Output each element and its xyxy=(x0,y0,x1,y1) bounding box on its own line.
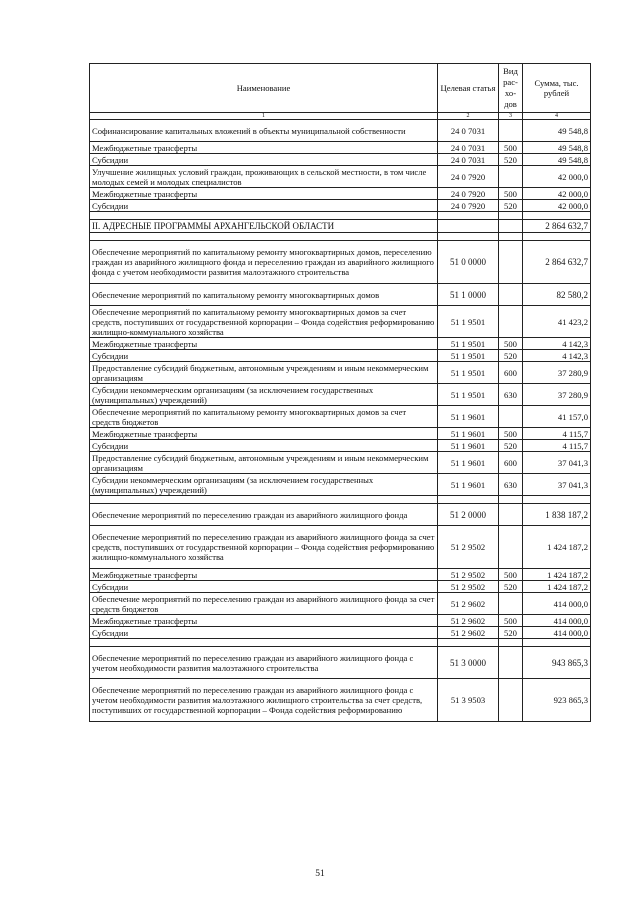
row-name: Обеспечение мероприятий по капитальному ремонту многоквартирных домов, переселению граждан из аварийного жилищного фонда и переселению граждан из аварийного жилищного фонда с учетом необходимости развития малоэтажного строительства xyxy=(90,241,438,284)
row-sum: 4 142,3 xyxy=(523,350,591,362)
row-name: Обеспечение мероприятий по переселению граждан из аварийного жилищного фонда за счет средств бюджетов xyxy=(90,593,438,615)
table-row xyxy=(90,440,591,452)
row-type xyxy=(499,166,523,188)
row-code: 51 1 9601 xyxy=(438,440,499,452)
table-row xyxy=(90,627,591,639)
row-name: Межбюджетные трансферты xyxy=(90,142,438,154)
row-sum: 42 000,0 xyxy=(523,200,591,212)
row-sum: 4 115,7 xyxy=(523,440,591,452)
table-row xyxy=(90,569,591,581)
row-sum: 414 000,0 xyxy=(523,615,591,627)
column-number: 4 xyxy=(523,113,591,120)
row-code: 51 1 9501 xyxy=(438,306,499,338)
table-row xyxy=(90,338,591,350)
row-code xyxy=(438,220,499,233)
spacer-row xyxy=(90,212,591,220)
row-sum: 943 865,3 xyxy=(523,647,591,679)
row-name: Субсидии некоммерческим организациям (за исключением государственных (муниципальных) учреждений) xyxy=(90,384,438,406)
row-type xyxy=(499,220,523,233)
row-name: Улучшение жилищных условий граждан, проживающих в сельской местности, в том числе молодых семей и молодых специалистов xyxy=(90,166,438,188)
header-type: Вид рас-хо-дов xyxy=(499,64,523,113)
row-type xyxy=(499,526,523,569)
table-row xyxy=(90,679,591,722)
row-sum: 4 142,3 xyxy=(523,338,591,350)
section-title: II. АДРЕСНЫЕ ПРОГРАММЫ АРХАНГЕЛЬСКОЙ ОБЛАСТИ xyxy=(90,220,438,233)
row-code: 51 2 9502 xyxy=(438,526,499,569)
row-type xyxy=(499,679,523,722)
row-name: Субсидии xyxy=(90,350,438,362)
row-type: 500 xyxy=(499,338,523,350)
table-row xyxy=(90,154,591,166)
row-name: Субсидии xyxy=(90,581,438,593)
row-name: Субсидии xyxy=(90,440,438,452)
header-name: Наименование xyxy=(90,64,438,113)
row-code: 51 1 9601 xyxy=(438,474,499,496)
row-code: 51 1 9501 xyxy=(438,362,499,384)
row-code: 51 1 9601 xyxy=(438,428,499,440)
column-number-row xyxy=(90,113,591,120)
row-code: 24 0 7920 xyxy=(438,188,499,200)
row-sum: 414 000,0 xyxy=(523,627,591,639)
row-type xyxy=(499,406,523,428)
row-code: 51 2 9602 xyxy=(438,615,499,627)
row-name: Обеспечение мероприятий по переселению граждан из аварийного жилищного фонда xyxy=(90,504,438,526)
spacer-row xyxy=(90,233,591,241)
column-number: 2 xyxy=(438,113,499,120)
table-row xyxy=(90,241,591,284)
row-sum: 42 000,0 xyxy=(523,188,591,200)
table-row xyxy=(90,188,591,200)
row-type: 630 xyxy=(499,474,523,496)
row-name: Обеспечение мероприятий по переселению граждан из аварийного жилищного фонда с учетом необходимости развития малоэтажного жилищного строительства за счет средств, поступивших от государственной корпорации – Фонда содействия реформированию xyxy=(90,679,438,722)
row-type: 520 xyxy=(499,627,523,639)
row-code: 51 0 0000 xyxy=(438,241,499,284)
row-name: Обеспечение мероприятий по капитальному ремонту многоквартирных домов за счет средств бюджетов xyxy=(90,406,438,428)
row-sum: 49 548,8 xyxy=(523,154,591,166)
row-code: 51 1 0000 xyxy=(438,284,499,306)
row-type xyxy=(499,284,523,306)
section-heading-row xyxy=(90,220,591,233)
row-sum: 41 423,2 xyxy=(523,306,591,338)
row-name: Обеспечение мероприятий по переселению граждан из аварийного жилищного фонда за счет средств, поступивших от государственной корпорации – Фонда содействия реформированию жилищно-коммунального хозяйства xyxy=(90,526,438,569)
row-type: 520 xyxy=(499,200,523,212)
row-sum: 37 041,3 xyxy=(523,474,591,496)
header-code: Целевая статья xyxy=(438,64,499,113)
table-row xyxy=(90,526,591,569)
table-row xyxy=(90,504,591,526)
row-code: 24 0 7920 xyxy=(438,200,499,212)
table-row xyxy=(90,593,591,615)
row-type: 500 xyxy=(499,569,523,581)
row-type: 500 xyxy=(499,428,523,440)
row-type: 520 xyxy=(499,440,523,452)
row-sum: 37 041,3 xyxy=(523,452,591,474)
row-code: 51 2 9602 xyxy=(438,593,499,615)
table-row xyxy=(90,306,591,338)
row-code: 51 2 9502 xyxy=(438,581,499,593)
row-type xyxy=(499,241,523,284)
row-type xyxy=(499,306,523,338)
table-row xyxy=(90,647,591,679)
row-sum: 1 838 187,2 xyxy=(523,504,591,526)
row-name: Межбюджетные трансферты xyxy=(90,428,438,440)
row-sum: 49 548,8 xyxy=(523,120,591,142)
row-name: Обеспечение мероприятий по капитальному ремонту многоквартирных домов за счет средств, поступивших от государственной корпорации – Фонда содействия реформированию жилищно-коммунального хозяйства xyxy=(90,306,438,338)
table-row xyxy=(90,200,591,212)
row-type: 630 xyxy=(499,384,523,406)
row-sum: 923 865,3 xyxy=(523,679,591,722)
row-code: 51 1 9501 xyxy=(438,338,499,350)
row-name: Межбюджетные трансферты xyxy=(90,188,438,200)
table-row xyxy=(90,166,591,188)
table-row xyxy=(90,362,591,384)
table-row xyxy=(90,452,591,474)
table-row xyxy=(90,581,591,593)
row-name: Субсидии xyxy=(90,200,438,212)
row-type: 500 xyxy=(499,188,523,200)
row-type: 500 xyxy=(499,615,523,627)
spacer-row xyxy=(90,496,591,504)
table-header-row xyxy=(90,64,591,113)
row-code: 51 1 9601 xyxy=(438,406,499,428)
table-row xyxy=(90,615,591,627)
table-row xyxy=(90,384,591,406)
row-sum: 2 864 632,7 xyxy=(523,241,591,284)
row-type: 600 xyxy=(499,452,523,474)
row-code: 51 3 9503 xyxy=(438,679,499,722)
row-name: Предоставление субсидий бюджетным, автономным учреждениям и иным некоммерческим организациям xyxy=(90,452,438,474)
row-name: Предоставление субсидий бюджетным, автономным учреждениям и иным некоммерческим организациям xyxy=(90,362,438,384)
row-code: 24 0 7031 xyxy=(438,142,499,154)
row-sum: 49 548,8 xyxy=(523,142,591,154)
table-row xyxy=(90,142,591,154)
row-type: 520 xyxy=(499,350,523,362)
row-sum: 37 280,9 xyxy=(523,384,591,406)
row-sum: 1 424 187,2 xyxy=(523,581,591,593)
row-sum: 2 864 632,7 xyxy=(523,220,591,233)
row-sum: 41 157,0 xyxy=(523,406,591,428)
row-name: Субсидии xyxy=(90,154,438,166)
row-code: 51 1 9501 xyxy=(438,384,499,406)
row-code: 51 2 0000 xyxy=(438,504,499,526)
spacer-row xyxy=(90,639,591,647)
row-type xyxy=(499,120,523,142)
row-name: Субсидии xyxy=(90,627,438,639)
row-name: Софинансирование капитальных вложений в объекты муниципальной собственности xyxy=(90,120,438,142)
row-type xyxy=(499,647,523,679)
row-type: 520 xyxy=(499,154,523,166)
row-name: Обеспечение мероприятий по переселению граждан из аварийного жилищного фонда с учетом необходимости развития малоэтажного строительства xyxy=(90,647,438,679)
row-sum: 82 580,2 xyxy=(523,284,591,306)
table-row xyxy=(90,350,591,362)
row-code: 51 1 9601 xyxy=(438,452,499,474)
row-sum: 42 000,0 xyxy=(523,166,591,188)
table-row xyxy=(90,474,591,496)
table-row xyxy=(90,406,591,428)
row-type: 600 xyxy=(499,362,523,384)
row-name: Межбюджетные трансферты xyxy=(90,615,438,627)
row-sum: 414 000,0 xyxy=(523,593,591,615)
table-row xyxy=(90,120,591,142)
row-sum: 1 424 187,2 xyxy=(523,526,591,569)
row-name: Межбюджетные трансферты xyxy=(90,569,438,581)
row-code: 51 2 9502 xyxy=(438,569,499,581)
table-row xyxy=(90,284,591,306)
header-sum: Сумма, тыс. рублей xyxy=(523,64,591,113)
page-number: 51 xyxy=(315,869,325,879)
row-sum: 1 424 187,2 xyxy=(523,569,591,581)
table-row xyxy=(90,428,591,440)
row-code: 51 2 9602 xyxy=(438,627,499,639)
budget-table xyxy=(89,63,591,722)
row-sum: 37 280,9 xyxy=(523,362,591,384)
row-code: 51 3 0000 xyxy=(438,647,499,679)
row-name: Субсидии некоммерческим организациям (за исключением государственных (муниципальных) учреждений) xyxy=(90,474,438,496)
column-number: 1 xyxy=(90,113,438,120)
row-name: Обеспечение мероприятий по капитальному ремонту многоквартирных домов xyxy=(90,284,438,306)
row-type xyxy=(499,593,523,615)
row-code: 24 0 7920 xyxy=(438,166,499,188)
row-type: 500 xyxy=(499,142,523,154)
row-code: 24 0 7031 xyxy=(438,154,499,166)
row-sum: 4 115,7 xyxy=(523,428,591,440)
row-code: 51 1 9501 xyxy=(438,350,499,362)
row-name: Межбюджетные трансферты xyxy=(90,338,438,350)
row-type xyxy=(499,504,523,526)
row-code: 24 0 7031 xyxy=(438,120,499,142)
column-number: 3 xyxy=(499,113,523,120)
row-type: 520 xyxy=(499,581,523,593)
